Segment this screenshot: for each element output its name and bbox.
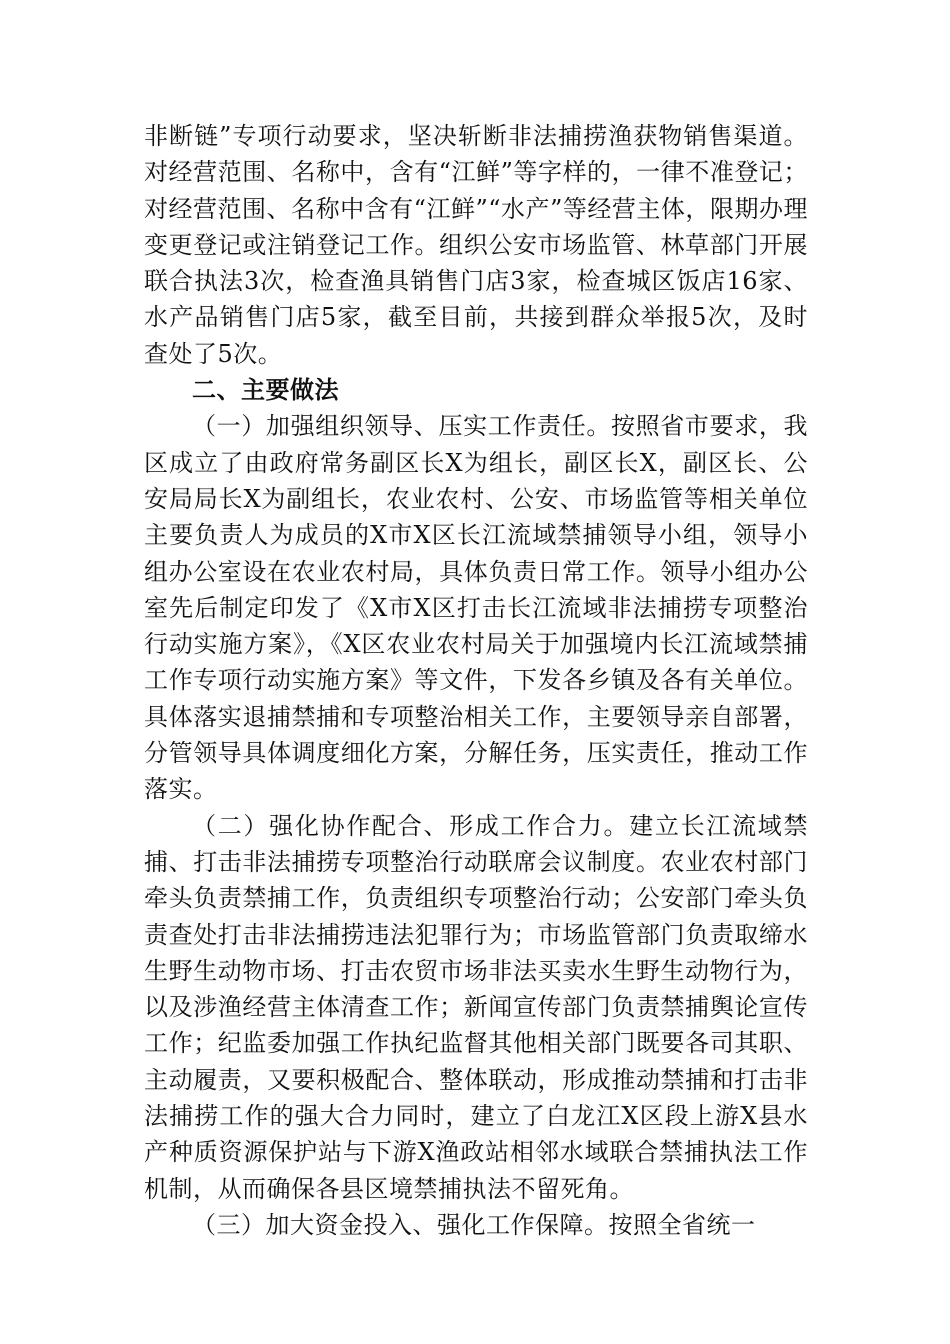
paragraph-text: 非断链”专项行动要求，坚决斩断非法捕捞渔获物销售渠道。对经营范围、名称中，含有“江鲜”等字样的，一律不准登记；对经营范围、名称中含有“江鲜”“水产”等经营主体，限期办理变更登记或注销登记工作。组织公安市场监管、林草部门开展联合执法3次，检查渔具销售门店3家，检查城区饭店16家、水产品销售门店5家，截至目前，共接到群众举报5次，及时查处了5次。	[144, 122, 808, 368]
paragraph-text: 建立长江流域禁捕、打击非法捕捞专项整治行动联席会议制度。农业农村部门牵头负责禁捕工作，负责组织专项整治行动；公安部门牵头负责查处打击非法捕捞违法犯罪行为；市场监管部门负责取缔水生野生动物市场、打击农贸市场非法买卖水生野生动物行为，以及涉渔经营主体清查工作；新闻宣传部门负责禁捕舆论宣传工作；纪监委加强工作执纪监督其他相关部门既要各司其职、主动履责，又要积极配合、整体联动，形成推动禁捕和打击非法捕捞工作的强大合力同时，建立了白龙江X区段上游X县水产种质资源保护站与下游X渔政站相邻水域联合禁捕执法工作机制，从而确保各县区境禁捕执法不留死角。	[144, 811, 809, 1203]
section-heading-text: 二、主要做法	[192, 375, 339, 405]
paragraph-text: 按照全省统一	[608, 1210, 756, 1239]
paragraph-lead: （一）加强组织领导、压实工作责任。	[192, 412, 611, 441]
paragraph-coordination	[144, 808, 808, 1207]
paragraph-funding	[144, 1207, 808, 1243]
document-body	[144, 118, 808, 1243]
paragraph-organization-leadership	[144, 408, 808, 807]
paragraph-lead: （三）加大资金投入、强化工作保障。	[192, 1210, 609, 1239]
paragraph-text: 按照省市要求，我区成立了由政府常务副区长X为组长，副区长X，副区长、公安局局长X为副组长，农业农村、公安、市场监管等相关单位主要负责人为成员的X市X区长江流域禁捕领导小组，领导小组办公室设在农业农村局，具体负责日常工作。领导小组办公室先后制定印发了《X市X区打击长江流域非法捕捞专项整治行动实施方案》，《X区农业农村局关于加强境内长江流域禁捕工作专项行动实施方案》等文件，下发各乡镇及各有关单位。具体落实退捕禁捕和专项整治相关工作，主要领导亲自部署，分管领导具体调度细化方案，分解任务，压实责任，推动工作落实。	[144, 412, 809, 804]
paragraph-continuation	[144, 118, 808, 372]
section-heading-main-practices	[144, 372, 808, 408]
paragraph-lead: （二）强化协作配合、形成工作合力。	[192, 811, 630, 840]
